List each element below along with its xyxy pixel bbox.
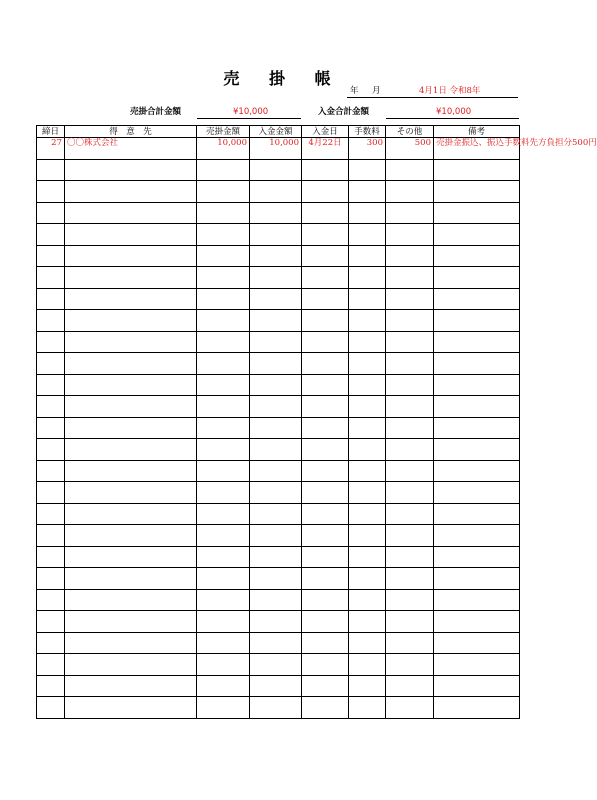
- cell-customer[interactable]: [65, 632, 197, 654]
- cell-sales[interactable]: [197, 288, 250, 310]
- cell-payment-date[interactable]: [302, 482, 349, 504]
- cell-other[interactable]: [386, 503, 434, 525]
- cell-customer[interactable]: [65, 611, 197, 633]
- cell-payment-date[interactable]: [302, 224, 349, 246]
- table-row: [37, 202, 520, 224]
- cell-note[interactable]: [434, 611, 520, 633]
- cell-note[interactable]: [434, 374, 520, 396]
- cell-fee[interactable]: [349, 331, 386, 353]
- cell-payment[interactable]: [250, 374, 302, 396]
- year-label: 年: [350, 86, 359, 96]
- cell-close-day[interactable]: [37, 568, 65, 590]
- cell-fee[interactable]: [349, 224, 386, 246]
- cell-payment-date[interactable]: 4月22日: [302, 138, 349, 160]
- cell-payment[interactable]: [250, 267, 302, 289]
- cell-sales[interactable]: [197, 482, 250, 504]
- cell-payment[interactable]: [250, 310, 302, 332]
- cell-fee[interactable]: [349, 697, 386, 719]
- table-row: [37, 353, 520, 375]
- cell-payment-date[interactable]: [302, 374, 349, 396]
- cell-other[interactable]: [386, 697, 434, 719]
- cell-note[interactable]: [434, 439, 520, 461]
- cell-close-day[interactable]: [37, 288, 65, 310]
- cell-other[interactable]: [386, 546, 434, 568]
- date-field[interactable]: [347, 85, 518, 98]
- cell-fee[interactable]: [349, 245, 386, 267]
- cell-other[interactable]: [386, 654, 434, 676]
- table-row: [37, 568, 520, 590]
- table-row: [37, 288, 520, 310]
- cell-note[interactable]: [434, 417, 520, 439]
- cell-payment[interactable]: [250, 568, 302, 590]
- cell-customer[interactable]: [65, 159, 197, 181]
- cell-sales[interactable]: [197, 632, 250, 654]
- cell-note[interactable]: [434, 224, 520, 246]
- cell-fee[interactable]: [349, 546, 386, 568]
- cell-sales[interactable]: [197, 396, 250, 418]
- cell-payment-date[interactable]: [302, 353, 349, 375]
- cell-payment-date[interactable]: [302, 288, 349, 310]
- cell-other[interactable]: 500: [386, 138, 434, 160]
- cell-customer[interactable]: [65, 589, 197, 611]
- cell-close-day[interactable]: [37, 245, 65, 267]
- cell-close-day[interactable]: [37, 482, 65, 504]
- cell-payment-date[interactable]: [302, 267, 349, 289]
- table-row: [37, 417, 520, 439]
- cell-note[interactable]: [434, 697, 520, 719]
- cell-customer[interactable]: [65, 396, 197, 418]
- cell-payment-date[interactable]: [302, 181, 349, 203]
- cell-customer[interactable]: [65, 267, 197, 289]
- cell-sales[interactable]: [197, 245, 250, 267]
- col-header-payment: 入金金額: [250, 126, 302, 138]
- table-row: [37, 181, 520, 203]
- table-row: [37, 632, 520, 654]
- cell-note[interactable]: [434, 288, 520, 310]
- cell-note[interactable]: [434, 202, 520, 224]
- cell-payment[interactable]: [250, 288, 302, 310]
- cell-customer[interactable]: [65, 546, 197, 568]
- cell-sales[interactable]: [197, 331, 250, 353]
- table-row: [37, 697, 520, 719]
- cell-close-day[interactable]: [37, 374, 65, 396]
- sales-total-value: ¥10,000: [233, 107, 269, 117]
- cell-payment[interactable]: [250, 482, 302, 504]
- cell-sales[interactable]: [197, 159, 250, 181]
- table-row: [37, 460, 520, 482]
- table-row: [37, 482, 520, 504]
- sales-total-label: 売掛合計金額: [130, 107, 182, 117]
- col-header-payment-date: 入金日: [302, 126, 349, 138]
- cell-payment-date[interactable]: [302, 675, 349, 697]
- cell-note[interactable]: [434, 460, 520, 482]
- cell-fee[interactable]: [349, 632, 386, 654]
- cell-customer[interactable]: [65, 202, 197, 224]
- cell-other[interactable]: [386, 331, 434, 353]
- cell-sales[interactable]: [197, 267, 250, 289]
- cell-other[interactable]: [386, 611, 434, 633]
- cell-note[interactable]: [434, 589, 520, 611]
- cell-payment-date[interactable]: [302, 503, 349, 525]
- cell-fee[interactable]: [349, 202, 386, 224]
- cell-sales[interactable]: [197, 503, 250, 525]
- col-header-note: 備考: [434, 126, 520, 138]
- col-header-customer: 得 意 先: [65, 126, 197, 138]
- cell-fee[interactable]: [349, 654, 386, 676]
- cell-sales[interactable]: [197, 589, 250, 611]
- cell-sales[interactable]: [197, 202, 250, 224]
- cell-payment[interactable]: [250, 396, 302, 418]
- cell-fee[interactable]: [349, 675, 386, 697]
- cell-payment-date[interactable]: [302, 525, 349, 547]
- cell-other[interactable]: [386, 632, 434, 654]
- cell-other[interactable]: [386, 482, 434, 504]
- cell-other[interactable]: [386, 396, 434, 418]
- cell-payment[interactable]: [250, 439, 302, 461]
- cell-close-day[interactable]: [37, 503, 65, 525]
- cell-note[interactable]: [434, 654, 520, 676]
- cell-customer[interactable]: [65, 675, 197, 697]
- cell-close-day[interactable]: [37, 675, 65, 697]
- cell-fee[interactable]: [349, 589, 386, 611]
- cell-other[interactable]: [386, 439, 434, 461]
- cell-other[interactable]: [386, 202, 434, 224]
- cell-customer[interactable]: [65, 503, 197, 525]
- cell-customer[interactable]: [65, 353, 197, 375]
- cell-payment-date[interactable]: [302, 654, 349, 676]
- cell-close-day[interactable]: [37, 439, 65, 461]
- cell-note[interactable]: [434, 482, 520, 504]
- cell-other[interactable]: [386, 267, 434, 289]
- cell-close-day[interactable]: [37, 310, 65, 332]
- cell-note[interactable]: 売掛金振込、振込手数料先方負担分500円: [434, 138, 520, 160]
- cell-close-day[interactable]: [37, 697, 65, 719]
- cell-close-day[interactable]: [37, 611, 65, 633]
- cell-note[interactable]: [434, 245, 520, 267]
- cell-other[interactable]: [386, 310, 434, 332]
- table-row: [37, 331, 520, 353]
- cell-other[interactable]: [386, 353, 434, 375]
- cell-fee[interactable]: [349, 611, 386, 633]
- cell-sales[interactable]: [197, 525, 250, 547]
- cell-note[interactable]: [434, 267, 520, 289]
- table-row: [37, 138, 520, 160]
- cell-other[interactable]: [386, 525, 434, 547]
- cell-customer[interactable]: [65, 482, 197, 504]
- cell-other[interactable]: [386, 245, 434, 267]
- cell-fee[interactable]: [349, 482, 386, 504]
- page-title: 売 掛 帳: [223, 69, 343, 88]
- cell-close-day[interactable]: 27: [37, 138, 65, 160]
- cell-payment-date[interactable]: [302, 202, 349, 224]
- cell-close-day[interactable]: [37, 267, 65, 289]
- cell-payment-date[interactable]: [302, 310, 349, 332]
- cell-payment-date[interactable]: [302, 417, 349, 439]
- cell-payment-date[interactable]: [302, 546, 349, 568]
- cell-close-day[interactable]: [37, 460, 65, 482]
- cell-close-day[interactable]: [37, 589, 65, 611]
- cell-payment[interactable]: [250, 546, 302, 568]
- cell-fee[interactable]: [349, 181, 386, 203]
- cell-sales[interactable]: [197, 374, 250, 396]
- cell-customer[interactable]: [65, 245, 197, 267]
- cell-fee[interactable]: [349, 417, 386, 439]
- cell-close-day[interactable]: [37, 417, 65, 439]
- cell-close-day[interactable]: [37, 353, 65, 375]
- cell-customer[interactable]: [65, 417, 197, 439]
- cell-close-day[interactable]: [37, 546, 65, 568]
- cell-sales[interactable]: 10,000: [197, 138, 250, 160]
- cell-customer[interactable]: [65, 460, 197, 482]
- table-row: [37, 439, 520, 461]
- cell-note[interactable]: [434, 568, 520, 590]
- cell-other[interactable]: [386, 675, 434, 697]
- cell-payment[interactable]: [250, 460, 302, 482]
- cell-payment-date[interactable]: [302, 245, 349, 267]
- cell-sales[interactable]: [197, 654, 250, 676]
- cell-payment[interactable]: [250, 589, 302, 611]
- table-row: [37, 589, 520, 611]
- table-row: [37, 396, 520, 418]
- cell-note[interactable]: [434, 525, 520, 547]
- col-header-sales: 売掛金額: [197, 126, 250, 138]
- cell-fee[interactable]: [349, 374, 386, 396]
- cell-fee[interactable]: [349, 568, 386, 590]
- cell-sales[interactable]: [197, 675, 250, 697]
- cell-close-day[interactable]: [37, 396, 65, 418]
- table-row: [37, 611, 520, 633]
- cell-other[interactable]: [386, 568, 434, 590]
- cell-payment-date[interactable]: [302, 611, 349, 633]
- cell-fee[interactable]: [349, 503, 386, 525]
- cell-payment-date[interactable]: [302, 331, 349, 353]
- cell-customer[interactable]: 〇〇株式会社: [65, 138, 197, 160]
- cell-sales[interactable]: [197, 353, 250, 375]
- cell-close-day[interactable]: [37, 202, 65, 224]
- table-row: [37, 159, 520, 181]
- cell-note[interactable]: [434, 331, 520, 353]
- cell-close-day[interactable]: [37, 159, 65, 181]
- table-row: [37, 654, 520, 676]
- cell-payment[interactable]: [250, 245, 302, 267]
- cell-payment[interactable]: 10,000: [250, 138, 302, 160]
- cell-payment[interactable]: [250, 503, 302, 525]
- cell-note[interactable]: [434, 546, 520, 568]
- cell-customer[interactable]: [65, 568, 197, 590]
- table-row: [37, 267, 520, 289]
- cell-close-day[interactable]: [37, 331, 65, 353]
- table-row: [37, 224, 520, 246]
- cell-fee[interactable]: [349, 310, 386, 332]
- cell-customer[interactable]: [65, 310, 197, 332]
- cell-payment-date[interactable]: [302, 568, 349, 590]
- cell-fee[interactable]: [349, 460, 386, 482]
- cell-other[interactable]: [386, 224, 434, 246]
- col-header-other: その他: [386, 126, 434, 138]
- cell-sales[interactable]: [197, 439, 250, 461]
- cell-note[interactable]: [434, 181, 520, 203]
- cell-customer[interactable]: [65, 654, 197, 676]
- table-row: [37, 503, 520, 525]
- table-row: [37, 245, 520, 267]
- cell-sales[interactable]: [197, 417, 250, 439]
- cell-fee[interactable]: [349, 267, 386, 289]
- cell-payment[interactable]: [250, 632, 302, 654]
- cell-fee[interactable]: [349, 288, 386, 310]
- cell-sales[interactable]: [197, 611, 250, 633]
- cell-note[interactable]: [434, 159, 520, 181]
- cell-note[interactable]: [434, 353, 520, 375]
- cell-payment[interactable]: [250, 202, 302, 224]
- cell-sales[interactable]: [197, 460, 250, 482]
- cell-payment[interactable]: [250, 525, 302, 547]
- cell-sales[interactable]: [197, 568, 250, 590]
- cell-customer[interactable]: [65, 697, 197, 719]
- cell-other[interactable]: [386, 460, 434, 482]
- cell-note[interactable]: [434, 675, 520, 697]
- date-value: 4月1日 令和8年: [419, 86, 481, 96]
- cell-customer[interactable]: [65, 288, 197, 310]
- cell-payment[interactable]: [250, 417, 302, 439]
- cell-fee[interactable]: [349, 159, 386, 181]
- cell-close-day[interactable]: [37, 654, 65, 676]
- table-row: [37, 310, 520, 332]
- cell-fee[interactable]: [349, 396, 386, 418]
- cell-payment[interactable]: [250, 675, 302, 697]
- header-row: [37, 126, 520, 138]
- cell-note[interactable]: [434, 310, 520, 332]
- cell-customer[interactable]: [65, 439, 197, 461]
- col-header-close-day: 締日: [37, 126, 65, 138]
- sales-total-field[interactable]: [197, 106, 301, 119]
- cell-sales[interactable]: [197, 224, 250, 246]
- cell-customer[interactable]: [65, 224, 197, 246]
- cell-payment-date[interactable]: [302, 439, 349, 461]
- cell-sales[interactable]: [197, 697, 250, 719]
- cell-sales[interactable]: [197, 310, 250, 332]
- cell-customer[interactable]: [65, 331, 197, 353]
- cell-note[interactable]: [434, 503, 520, 525]
- cell-close-day[interactable]: [37, 224, 65, 246]
- cell-payment[interactable]: [250, 654, 302, 676]
- cell-payment[interactable]: [250, 181, 302, 203]
- cell-close-day[interactable]: [37, 181, 65, 203]
- cell-customer[interactable]: [65, 181, 197, 203]
- cell-payment-date[interactable]: [302, 460, 349, 482]
- cell-payment[interactable]: [250, 331, 302, 353]
- cell-payment[interactable]: [250, 611, 302, 633]
- table-row: [37, 374, 520, 396]
- cell-fee[interactable]: [349, 353, 386, 375]
- cell-payment-date[interactable]: [302, 589, 349, 611]
- ledger-table: [36, 125, 597, 719]
- cell-fee[interactable]: 300: [349, 138, 386, 160]
- table-row: [37, 525, 520, 547]
- cell-other[interactable]: [386, 374, 434, 396]
- month-label: 月: [372, 86, 381, 96]
- cell-payment[interactable]: [250, 159, 302, 181]
- cell-sales[interactable]: [197, 181, 250, 203]
- payment-total-label: 入金合計金額: [318, 107, 370, 117]
- cell-other[interactable]: [386, 417, 434, 439]
- cell-payment[interactable]: [250, 224, 302, 246]
- cell-fee[interactable]: [349, 439, 386, 461]
- cell-note[interactable]: [434, 396, 520, 418]
- cell-close-day[interactable]: [37, 525, 65, 547]
- table-row: [37, 675, 520, 697]
- col-header-fee: 手数料: [349, 126, 386, 138]
- payment-total-value: ¥10,000: [436, 107, 472, 117]
- cell-other[interactable]: [386, 159, 434, 181]
- cell-sales[interactable]: [197, 546, 250, 568]
- table-row: [37, 546, 520, 568]
- cell-payment-date[interactable]: [302, 632, 349, 654]
- payment-total-field[interactable]: [386, 106, 519, 119]
- cell-note[interactable]: [434, 632, 520, 654]
- cell-payment-date[interactable]: [302, 159, 349, 181]
- cell-payment[interactable]: [250, 697, 302, 719]
- cell-close-day[interactable]: [37, 632, 65, 654]
- cell-customer[interactable]: [65, 374, 197, 396]
- cell-customer[interactable]: [65, 525, 197, 547]
- cell-other[interactable]: [386, 589, 434, 611]
- cell-payment-date[interactable]: [302, 396, 349, 418]
- cell-other[interactable]: [386, 181, 434, 203]
- cell-other[interactable]: [386, 288, 434, 310]
- cell-fee[interactable]: [349, 525, 386, 547]
- cell-payment[interactable]: [250, 353, 302, 375]
- cell-payment-date[interactable]: [302, 697, 349, 719]
